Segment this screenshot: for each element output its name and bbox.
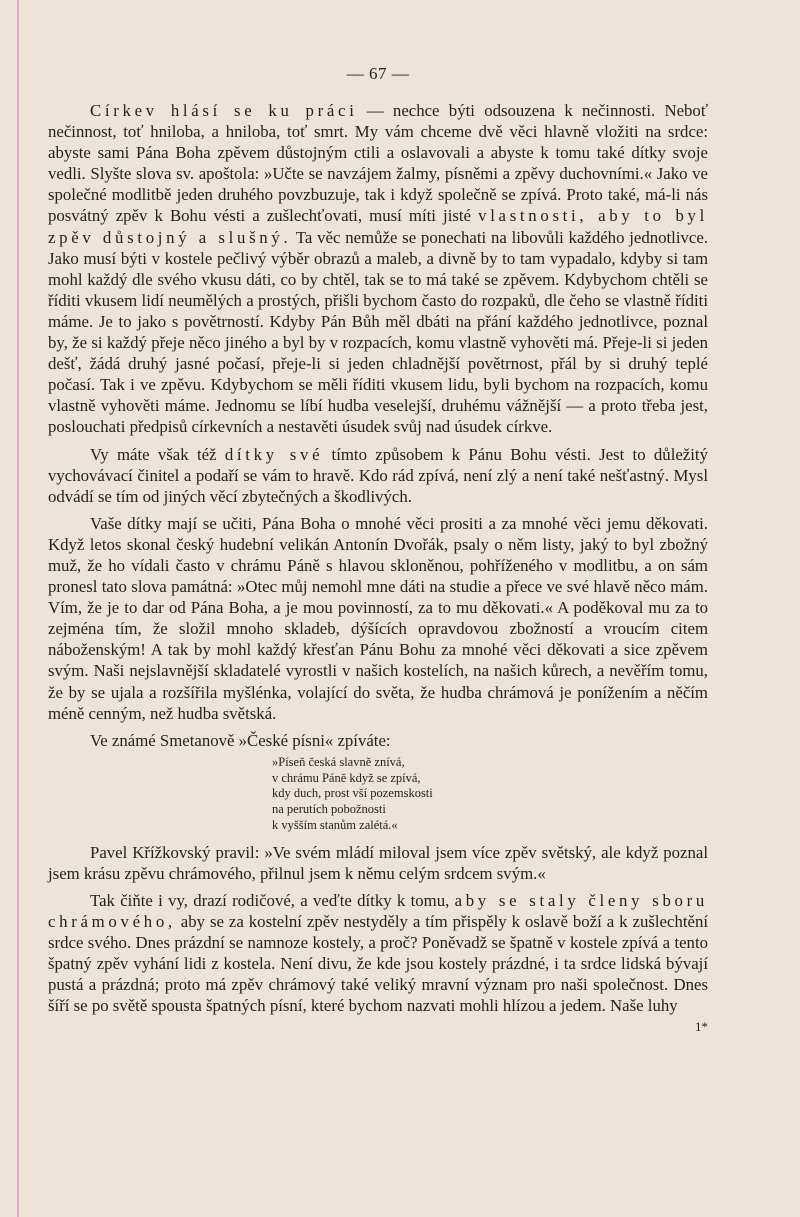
poem-line: v chrámu Páně když se zpívá, — [272, 770, 421, 785]
text-run: — nechce býti odsouzena k nečinnosti. Neboť nečinnost, toť hniloba, a hniloba, toť smrt. My vám chceme dvě věci hlavně vložiti na srdce: abyste sami Pána Boha zpěvem důstojným ctili a oslavovali a abyste k tomu také dítky svoje vedli. Slyšte slova sv. apoštola: »Učte se navzájem žalmy, písněmi a zpěvy duchovními.« Jako ve společné modlitbě jeden druhého povzbuzuje, tak i když společně se zpívá. Proto také, má-li nás posvátný zpěv k Bohu vésti a zušlechťovati, musí míti jisté — [48, 101, 708, 226]
text-run: Pavel Křížkovský pravil: »Ve svém mládí miloval jsem více zpěv světský, ale když poznal jsem krásu zpěvu chrámového, přilnul jsem k němu celým srdcem svým.« — [48, 842, 708, 883]
text-run: Tak čiňte i vy, drazí rodičové, a veďte dítky k tomu, — [90, 890, 455, 910]
spaced-emphasis-text: dítky své — [224, 444, 324, 464]
printer-signature: 1* — [695, 1018, 708, 1034]
text-run: Vy máte však též — [90, 444, 225, 464]
page-number: — 67 — — [346, 64, 410, 83]
text-run: Vaše dítky mají se učiti, Pána Boha o mnohé věci prositi a za mnohé věci jemu děkovati. Když letos skonal český hudební velikán Antonín Dvořák, psaly o něm listy, jaký to byl zbožný muž, že ho vídali často v chrámu Páně s hlavou skloněnou, pohříženého v modlitbu, a on sám pronesl tato slova památná: »Otec můj nemohl mne dáti na studie a přece ve své hlavě něco mám. Vím, že je to dar od Pána Boha, a je mou povinností, za to mu děkovati.« A poděkoval mu za to zejména tím, že složil mnoho skladeb, dýšících opravdovou zbožností a vroucím citem náboženským! A tak by mohl každý křesťan Pánu Bohu za mnohé věci děkovati a sice zpěvem svým. Naši nejslavnější skladatelé vyrostli v našich kostelích, na našich kůrech, a nevěřím tomu, že by se ujala a rozšířila myšlénka, volající do světa, že hudba chrámová je ponížením a něčím méně cenným, než hudba světská. — [48, 513, 708, 723]
text-run: aby se za kostelní zpěv nestyděly a tím přispěly k oslavě boží a k zušlechtění srdce svého. Dnes prázdní se namnoze kostely, a proč? Poněvadž se špatně v kostele zpívá a tento špatný zpěv vyhání lidi z kostela. Není divu, že kde jsou kostely prázdné, i ta srdce lidská bývají pustá a prázdná; proto má zpěv chrámový také veliký mravní význam pro naši společnost. Dnes šíří se po světě spousta špatných písní, které bychom nazvati mohli hlízou a jedem. Naše luhy — [48, 912, 708, 1016]
paragraph-6 — [48, 890, 708, 1017]
text-run: Ta věc nemůže se ponechati na libovůli každého jednotlivce. Jako musí býti v kostele pečlivý výběr obrazů a maleb, a divně by to tam vypadalo, kdyby si tam mohl každý dle svého vkusu dáti, co by chtěl, tak se to má také se zpěvem. Kdybychom chtěli se říditi vkusem lidí neumělých a prostých, přišli bychom často do rozpaků, dle čeho se vlastně říditi máme. Je to jako s povětrností. Kdyby Pán Bůh měl dbáti na přání každého jednotlivce, poznal by, že si každý přeje něco jiného a byl by v rozpacích, komu vlastně vyhověti má. Přeje-li si jeden dešť, žádá druhý jasné počasí, přeje-li si jeden chladnější povětrnost, přál by si druhý teplé počasí. Tak i ve zpěvu. Kdybychom se měli říditi vkusem lidu, byli bychom na rozpacích, komu vlastně vyhověti máme. Jednomu se líbí hudba veselejší, druhému vážnější — a proto třeba jest, poslouchati předpisů církevních a nestavěti úsudek svůj nad úsudek církve. — [48, 227, 708, 437]
poem-line: k vyšším stanům zalétá.« — [272, 818, 398, 832]
poem-line: na perutích pobožnosti — [272, 802, 386, 817]
paragraph-4 — [48, 730, 708, 751]
paragraph-3 — [48, 513, 708, 724]
text-run: Ve známé Smetanově »České písni« zpíváte: — [90, 730, 391, 750]
poem-quote — [272, 755, 708, 834]
spaced-emphasis-text: aby se staly členy sboru chrámového, — [48, 890, 708, 932]
poem-line: kdy duch, prost vší pozemskosti — [272, 786, 433, 801]
paragraph-5 — [48, 842, 708, 884]
paragraph-2 — [48, 444, 708, 507]
document-page — [48, 64, 708, 1035]
spaced-emphasis-text: vlastnosti, aby to byl zpěv důstojný a slušný. — [48, 206, 708, 247]
paragraph-1 — [48, 100, 708, 438]
spaced-emphasis-text: Církev hlásí se ku práci — [90, 101, 358, 120]
page-edge-line — [17, 0, 19, 1217]
text-run: tímto způsobem k Pánu Bohu vésti. Jest to důležitý vychovávací činitel a podaří se vám to hravě. Kdo rád zpívá, není zlý a není také nešťastný. Mysl odvádí se tím od jiných věcí zbytečných a škodlivých. — [48, 444, 708, 506]
poem-line: »Píseň česká slavně znívá, — [272, 754, 405, 769]
